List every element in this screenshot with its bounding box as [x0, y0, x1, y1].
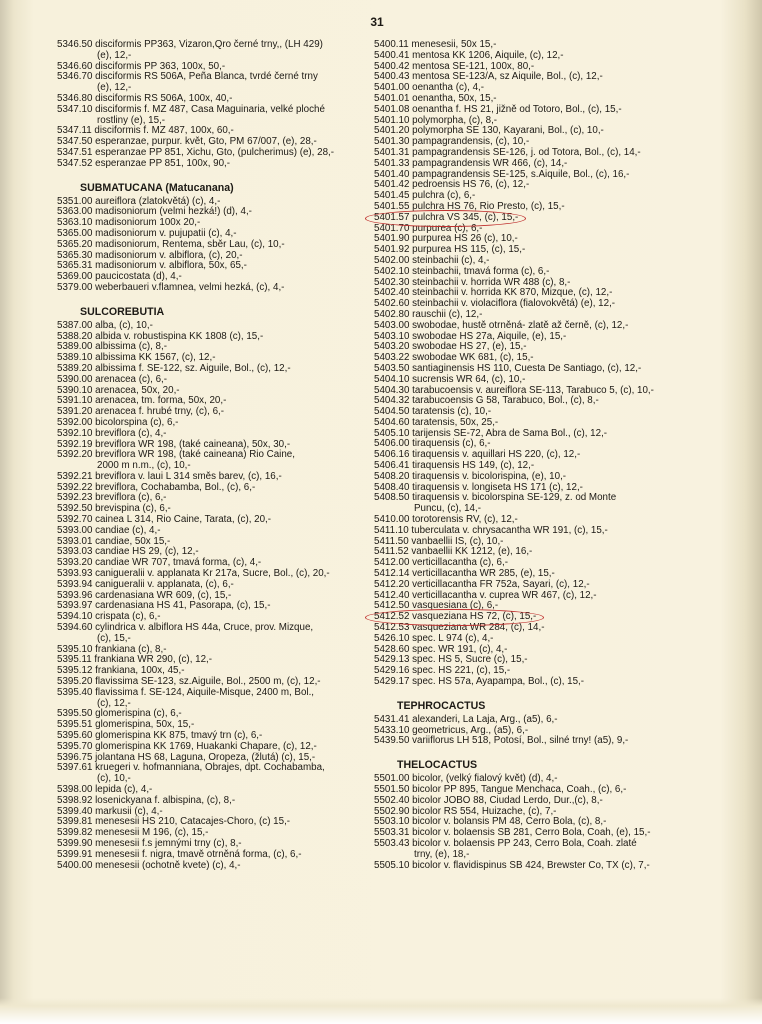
- entry-text: 5501.00 bicolor, (velký fialový květ) (d), 4,-: [374, 773, 558, 785]
- entry-text: 5401.30 pampagrandensis, (c), 10,-: [374, 136, 530, 148]
- entry-text: 5347.10 disciformis f. MZ 487, Casa Maguinaria, velké ploché: [57, 103, 325, 115]
- entry-text: 5392.20 breviflora WR 198, (také caineana) Rio Caine,: [57, 449, 295, 461]
- entry-text: 5399.90 menesesii f.s jemnými trny (c), 8,-: [57, 837, 242, 849]
- entry-text: 5439.50 variiflorus LH 518, Potosí, Bol., silné trny! (a5), 9,-: [374, 735, 629, 747]
- entry-text: 5393.97 cardenasiana HS 41, Pasorapa, (c), 15,-: [57, 600, 271, 612]
- entry-text: 5412.50 vasquesiana (c), 6,-: [374, 600, 499, 612]
- list-item: [374, 861, 714, 872]
- entry-text: 5406.16 tiraquensis v. aquillari HS 220, (c), 12,-: [374, 449, 581, 461]
- entry-continuation: (c), 12,-: [97, 697, 131, 709]
- list-item: [374, 736, 714, 747]
- entry-text: 5399.82 menesesii M 196, (c), 15,-: [57, 827, 209, 839]
- entry-text: 5400.42 mentosa SE-121, 100x, 80,-: [374, 60, 535, 72]
- entry-continuation: (c), 15,-: [97, 632, 131, 644]
- entry-text: 5408.50 tiraquensis v. bicolorspina SE-129, z. od Monte: [374, 492, 617, 504]
- list-item: [57, 688, 367, 710]
- entry-text: 5401.08 oenantha f. HS 21, jižně od Totoro, Bol., (c), 15,-: [374, 103, 622, 115]
- entry-text: 5401.57 pulchra VS 345, (c), 15,-: [374, 211, 519, 223]
- entry-text: 5403.10 swobodae HS 27a, Aiquile, (e), 15,-: [374, 330, 567, 342]
- entry-text: 5412.20 verticillacantha FR 752a, Sayari, (c), 12,-: [374, 578, 590, 590]
- entry-text: 5347.51 esperanzae PP 851, Xichu, Gto, (pulcherimus) (e), 28,-: [57, 146, 335, 158]
- entry-text: 5396.75 jolantana HS 68, Laguna, Oropeza, (žlutá) (c), 15,-: [57, 751, 316, 763]
- entry-text: 5401.70 purpurea (c), 6,-: [374, 222, 483, 234]
- entry-text: 5401.45 pulchra (c), 6,-: [374, 190, 476, 202]
- list-item: [374, 839, 714, 861]
- page-bottom-edge: [0, 998, 762, 1024]
- entry-continuation: (c), 10,-: [97, 773, 131, 785]
- list-item: [57, 450, 367, 472]
- entry-text: 5392.21 breviflora v. laui L 314 směs barev, (c), 16,-: [57, 470, 282, 482]
- entry-text: 5412.53 vasqueziana WR 284, (c), 14,-: [374, 622, 545, 634]
- entry-text: 5502.40 bicolor JOBO 88, Ciudad Lerdo, Dur.,(c), 8,-: [374, 794, 603, 806]
- entry-text: 5401.92 purpurea HS 115, (c), 15,-: [374, 244, 526, 256]
- entry-text: 5403.00 swobodae, hustě otrněná- zlatě až černě, (c), 12,-: [374, 319, 629, 331]
- entry-text: 5433.10 geometricus, Arg., (a5), 6,-: [374, 724, 529, 736]
- entry-text: 5412.52 vasqueziana HS 72, (c), 15,-: [374, 611, 537, 623]
- entry-text: 5404.10 sucrensis WR 64, (c), 10,-: [374, 373, 526, 385]
- entry-text: 5395.40 flavissima f. SE-124, Aiquile-Misque, 2400 m, Bol.,: [57, 686, 315, 698]
- list-item: [57, 763, 367, 785]
- entry-text: 5397.61 kruegeri v. hofmanniana, Obrajes, dpt. Cochabamba,: [57, 762, 325, 774]
- entry-text: 5365.30 madisoniorum v. albiflora, (c), 20,-: [57, 249, 243, 261]
- entry-text: 5401.00 oenantha (c), 4,-: [374, 82, 485, 94]
- list-item: [374, 677, 714, 688]
- entry-text: 5431.41 alexanderi, La Laja, Arg., (a5), 6,-: [374, 713, 558, 725]
- entry-text: 5392.19 breviflora WR 198, (také caineana), 50x, 30,-: [57, 438, 291, 450]
- entry-text: 5347.50 esperanzae, purpur. květ, Gto, PM 67/007, (e), 28,-: [57, 136, 317, 148]
- entry-text: 5426.10 spec. L 974 (c), 4,-: [374, 632, 494, 644]
- section-heading: SULCOREBUTIA: [80, 305, 165, 318]
- entry-text: 5393.94 canigueralii v. applanata, (c), 6,-: [57, 578, 234, 590]
- entry-text: 5390.00 arenacea (c), 6,-: [57, 373, 168, 385]
- entry-text: 5405.10 tarijensis SE-72, Abra de Sama Bol., (c), 12,-: [374, 427, 608, 439]
- entry-continuation: 2000 m n.m., (c), 10,-: [97, 460, 191, 472]
- list-item: [57, 105, 367, 127]
- entry-text: 5365.31 madisoniorum v. albiflora, 50x, 65,-: [57, 260, 247, 272]
- entry-text: 5394.10 crispata (c), 6,-: [57, 611, 161, 623]
- entry-text: 5393.20 candiae WR 707, tmavá forma, (c), 4,-: [57, 557, 262, 569]
- entry-text: 5346.50 disciformis PP363, Vizaron,Qro černé trny,, (LH 429): [57, 39, 323, 50]
- list-item: [57, 861, 367, 872]
- entry-text: 5363.10 madisoniorum 100x 20,-: [57, 217, 201, 229]
- entry-text: 5408.20 tiraquensis v. bicolorispina, (e), 10,-: [374, 470, 567, 482]
- entry-text: 5392.00 bicolorspina (c), 6,-: [57, 416, 179, 428]
- entry-text: 5401.40 pampagrandensis SE-125, s.Aiquile, Bol., (c), 16,-: [374, 168, 630, 180]
- entry-text: 5399.91 menesesii f. nigra, tmavě otrněná forma, (c), 6,-: [57, 848, 302, 860]
- section-heading: SUBMATUCANA (Matucanana): [80, 181, 234, 194]
- entry-text: 5403.50 santiaginensis HS 110, Cuesta De Santiago, (c), 12,-: [374, 362, 642, 374]
- entry-continuation: (e), 12,-: [97, 49, 132, 61]
- entry-text: 5401.20 polymorpha SE 130, Kayarani, Bol., (c), 10,-: [374, 125, 604, 137]
- entry-text: 5411.52 vanbaellii KK 1212, (e), 16,-: [374, 546, 533, 558]
- entry-text: 5389.20 albissima f. SE-122, sz. Aiguile, Bol., (c), 12,-: [57, 362, 291, 374]
- entry-text: 5399.40 markusii (c), 4,-: [57, 805, 163, 817]
- entry-text: 5411.50 vanbaellii IS, (c), 10,-: [374, 535, 504, 547]
- entry-text: 5401.33 pampagrandensis WR 466, (c), 14,-: [374, 157, 568, 169]
- entry-text: 5347.11 disciformis f. MZ 487, 100x, 60,-: [57, 125, 234, 137]
- entry-text: 5365.00 madisoniorum v. pujupatii (c), 4,-: [57, 227, 237, 239]
- entry-text: 5502.90 bicolor RS 554, Huizache, (c), 7,-: [374, 805, 557, 817]
- entry-text: 5390.10 arenacea, 50x, 20,-: [57, 384, 180, 396]
- entry-text: 5365.20 madisoniorum, Rentema, sběr Lau, (c), 10,-: [57, 238, 285, 250]
- entry-text: 5429.17 spec. HS 57a, Ayapampa, Bol., (c), 15,-: [374, 676, 585, 688]
- entry-text: 5389.00 albissima (c), 8,-: [57, 341, 167, 353]
- entry-text: 5392.22 breviflora, Cochabamba, Bol., (c), 6,-: [57, 481, 256, 493]
- entry-text: 5394.60 cylindrica v. albiflora HS 44a, Cruce, prov. Mizque,: [57, 622, 314, 634]
- entry-text: 5398.00 lepida (c), 4,-: [57, 784, 153, 795]
- left-column: [57, 40, 367, 871]
- entry-text: 5398.92 losenickyana f. albispina, (c), 8,-: [57, 794, 236, 806]
- entry-text: 5346.70 disciformis RS 506A, Peña Blanca, tvrdé černé trny: [57, 71, 318, 83]
- entry-text: 5501.50 bicolor PP 895, Tangue Menchaca, Coah., (c), 6,-: [374, 784, 627, 795]
- entry-text: 5395.70 glomerispina KK 1769, Huakanki Chapare, (c), 12,-: [57, 740, 317, 752]
- entry-text: 5401.90 purpurea HS 26 (c), 10,-: [374, 233, 518, 245]
- entry-text: 5400.41 mentosa KK 1206, Aiquile, (c), 12,-: [374, 49, 564, 61]
- entry-text: 5363.00 madisoniorum (velmi hezká!) (d), 4,-: [57, 206, 252, 218]
- entry-text: 5395.12 frankiana, 100x, 45,-: [57, 665, 185, 677]
- entry-text: 5393.96 cardenasiana WR 609, (c), 15,-: [57, 589, 232, 601]
- entry-text: 5404.50 taratensis (c), 10,-: [374, 406, 492, 418]
- entry-text: 5505.10 bicolor v. flavidispinus SB 424, Brewster Co, TX (c), 7,-: [374, 859, 650, 871]
- entry-text: 5503.10 bicolor v. bolansis PM 48, Cerro Bola, (c), 8,-: [374, 816, 607, 828]
- list-item: [374, 493, 714, 515]
- entry-text: 5369.00 paucicostata (d), 4,-: [57, 271, 182, 283]
- entry-text: 5402.00 steinbachii (c), 4,-: [374, 254, 490, 266]
- entry-text: 5429.13 spec. HS 5, Sucre (c), 15,-: [374, 654, 528, 666]
- entry-text: 5429.16 spec. HS 221, (c), 15,-: [374, 665, 511, 677]
- entry-text: 5351.00 aureiflora (zlatokvětá) (c), 4,-: [57, 195, 221, 207]
- entry-continuation: Puncu, (c), 14,-: [414, 503, 481, 515]
- entry-text: 5401.42 pedroensis HS 76, (c), 12,-: [374, 179, 530, 191]
- entry-text: 5393.01 candiae, 50x 15,-: [57, 535, 171, 547]
- entry-text: 5395.11 frankiana WR 290, (c), 12,-: [57, 654, 213, 666]
- entry-text: 5346.80 disciformis RS 506A, 100x, 40,-: [57, 92, 233, 104]
- entry-text: 5402.30 steinbachii v. horrida WR 488 (c), 8,-: [374, 276, 571, 288]
- section-heading: TEPHROCACTUS: [397, 699, 486, 712]
- right-column: [374, 40, 714, 871]
- entry-text: 5393.03 candiae HS 29, (c), 12,-: [57, 546, 199, 558]
- entry-text: 5395.50 glomerispina (c), 6,-: [57, 708, 182, 720]
- entry-text: 5410.00 torotorensis RV, (c), 12,-: [374, 514, 518, 526]
- entry-text: 5387.00 alba, (c), 10,-: [57, 319, 153, 331]
- entry-text: 5402.80 rauschii (c), 12,-: [374, 308, 483, 320]
- entry-text: 5406.41 tiraquensis HS 149, (c), 12,-: [374, 460, 535, 472]
- entry-text: 5400.00 menesesii (ochotně kvete) (c), 4,-: [57, 859, 241, 871]
- entry-text: 5406.00 tiraquensis (c), 6,-: [374, 438, 491, 450]
- list-item: [57, 623, 367, 645]
- entry-text: 5392.23 breviflora (c), 6,-: [57, 492, 167, 504]
- entry-text: 5411.10 tuberculata v. chrysacantha WR 191, (c), 15,-: [374, 524, 608, 536]
- entry-text: 5395.20 flavissima SE-123, sz.Aiguile, Bol., 2500 m, (c), 12,-: [57, 676, 321, 688]
- entry-text: 5395.51 glomerispina, 50x, 15,-: [57, 719, 195, 731]
- entry-text: 5404.30 tarabucoensis v. aureiflora SE-113, Tarabuco 5, (c), 10,-: [374, 384, 654, 396]
- entry-text: 5393.93 canigueralii v. applanata Kr 217a, Sucre, Bol., (c), 20,-: [57, 568, 330, 580]
- entry-text: 5347.52 esperanzae PP 851, 100x, 90,-: [57, 157, 231, 169]
- entry-text: 5401.55 pulchra HS 76, Rio Presto, (c), 15,-: [374, 200, 565, 212]
- entry-text: 5402.10 steinbachii, tmavá forma (c), 6,-: [374, 265, 550, 277]
- entry-text: 5391.20 arenacea f. hrubé trny, (c), 6,-: [57, 406, 225, 418]
- entry-text: 5401.10 polymorpha, (c), 8,-: [374, 114, 498, 126]
- entry-continuation: rostliny (e), 15,-: [97, 114, 166, 126]
- entry-text: 5379.00 weberbaueri v.flamnea, velmi hezká, (c), 4,-: [57, 281, 285, 293]
- entry-continuation: trny, (e), 18,-: [414, 848, 470, 860]
- circled-list-item: [374, 213, 714, 224]
- entry-text: 5400.43 mentosa SE-123/A, sz Aiquile, Bol., (c), 12,-: [374, 71, 603, 83]
- entry-text: 5401.31 pampagrandensis SE-126, j. od Totora, Bol., (c), 14,-: [374, 146, 641, 158]
- entry-text: 5391.10 arenacea, tm. forma, 50x, 20,-: [57, 395, 227, 407]
- entry-text: 5428.60 spec. WR 191, (c), 4,-: [374, 643, 508, 655]
- entry-text: 5503.31 bicolor v. bolaensis SB 281, Cerro Bola, Coah, (e), 15,-: [374, 827, 651, 839]
- entry-text: 5399.81 menesesii HS 210, Catacajes-Choro, (c) 15,-: [57, 816, 291, 828]
- section-heading: THELOCACTUS: [397, 759, 478, 772]
- entry-text: 5395.60 glomerispina KK 875, tmavý trn (c), 6,-: [57, 730, 263, 742]
- list-item: [57, 283, 367, 294]
- entry-text: 5389.10 albissima KK 1567, (c), 12,-: [57, 352, 216, 364]
- entry-text: 5402.60 steinbachii v. violaciflora (fialovokvětá) (e), 12,-: [374, 298, 616, 310]
- entry-text: 5408.40 tiraquensis v. longiseta HS 171 (c), 12,-: [374, 481, 583, 493]
- list-item: [57, 40, 367, 62]
- list-item: [57, 159, 367, 170]
- entry-text: 5404.60 taratensis, 50x, 25,-: [374, 416, 499, 428]
- entry-text: 5412.40 verticillacantha v. cuprea WR 467, (c), 12,-: [374, 589, 597, 601]
- page-number: 31: [370, 15, 384, 29]
- list-item: [57, 72, 367, 94]
- entry-text: 5401.01 oenantha, 50x, 15,-: [374, 92, 497, 104]
- entry-text: 5403.22 swobodae WK 681, (c), 15,-: [374, 352, 534, 364]
- entry-text: 5392.70 cainea L 314, Rio Caine, Tarata, (c), 20,-: [57, 514, 272, 526]
- entry-text: 5400.11 menesesii, 50x 15,-: [374, 39, 497, 50]
- entry-text: 5388.20 albida v. robustispina KK 1808 (c), 15,-: [57, 330, 264, 342]
- entry-text: 5412.00 verticillacantha (c), 6,-: [374, 557, 508, 569]
- entry-text: 5503.43 bicolor v. bolaensis PP 243, Cerro Bola, Coah. zlaté: [374, 837, 637, 849]
- entry-text: 5403.20 swobodae HS 27, (e), 15,-: [374, 341, 527, 353]
- entry-continuation: (e), 12,-: [97, 82, 132, 94]
- entry-text: 5404.32 tarabucoensis G 58, Tarabuco, Bol., (c), 8,-: [374, 395, 599, 407]
- entry-text: 5402.40 steinbachii v. horrida KK 870, Mizque, (c), 12,-: [374, 287, 613, 299]
- entry-text: 5346.60 disciformis PP 363, 100x, 50,-: [57, 60, 226, 72]
- entry-text: 5393.00 candiae (c), 4,-: [57, 524, 161, 536]
- entry-text: 5412.14 verticillacantha WR 285, (e), 15,-: [374, 568, 555, 580]
- entry-text: 5392.50 brevispina (c), 6,-: [57, 503, 171, 515]
- entry-text: 5392.10 breviflora (c), 4,-: [57, 427, 167, 439]
- entry-text: 5395.10 frankiana (c), 8,-: [57, 643, 167, 655]
